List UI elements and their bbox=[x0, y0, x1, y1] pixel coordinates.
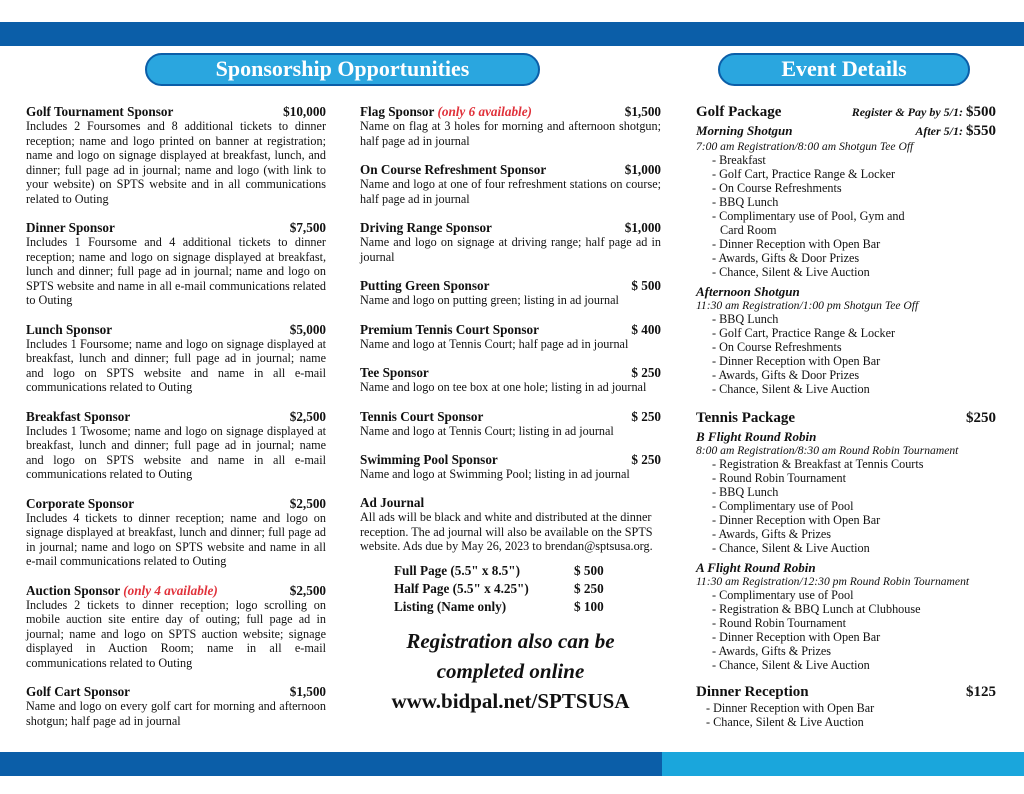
sponsor-title: Golf Tournament Sponsor bbox=[26, 104, 174, 119]
ad-journal-desc: All ads will be black and white and distributed at the dinner reception. The ad journal will also be available on the SPTS website. Ads due by May 26, 2023 to brendan@sptsusa.org. bbox=[360, 510, 653, 553]
dinner-reception-title: Dinner Reception bbox=[696, 684, 809, 700]
register-price: $500 bbox=[966, 104, 996, 120]
list-item: - Awards, Gifts & Prizes bbox=[712, 527, 996, 541]
list-item: - Awards, Gifts & Door Prizes bbox=[712, 251, 996, 265]
list-item: - Breakfast bbox=[712, 153, 996, 167]
b-flight-schedule: 8:00 am Registration/8:30 am Round Robin Tournament bbox=[696, 444, 959, 457]
sponsor-price: $2,500 bbox=[289, 582, 326, 598]
sponsor-item bbox=[26, 322, 326, 395]
list-item: - Golf Cart, Practice Range & Locker bbox=[712, 326, 996, 340]
after-label: After 5/1: bbox=[915, 124, 963, 138]
bottom-band-light bbox=[662, 752, 1024, 776]
sponsor-desc: Includes 4 tickets to dinner reception; name and logo on signage displayed at breakfast, lunch and dinner; full page ad in journal; name and logo on SPTS website and name in all e-mail communications related to Outing bbox=[26, 510, 326, 568]
top-band bbox=[0, 22, 1024, 46]
morning-list bbox=[696, 153, 996, 279]
sponsor-title: Tee Sponsor bbox=[360, 365, 429, 380]
a-flight-title: A Flight Round Robin bbox=[696, 560, 816, 575]
event-details-header: Event Details bbox=[718, 53, 970, 86]
list-item: - Chance, Silent & Live Auction bbox=[712, 658, 996, 672]
morning-title: Morning Shotgun bbox=[696, 123, 793, 138]
list-item: - Round Robin Tournament bbox=[712, 616, 996, 630]
a-flight-schedule: 11:30 am Registration/12:30 pm Round Robin Tournament bbox=[696, 575, 970, 588]
sponsor-item bbox=[26, 220, 326, 308]
sponsor-desc: Includes 1 Twosome; name and logo on signage displayed at breakfast, lunch and dinner; full page ad in journal; name and logo on SPTS website and name in all e-mail communications related to Outing bbox=[26, 423, 326, 481]
golf-package-title: Golf Package bbox=[696, 104, 782, 120]
sponsor-column-2 bbox=[360, 104, 661, 716]
sponsor-title: Tennis Court Sponsor bbox=[360, 408, 484, 424]
list-item: - Awards, Gifts & Prizes bbox=[712, 644, 996, 658]
registration-url[interactable]: www.bidpal.net/SPTSUSA bbox=[391, 688, 630, 713]
dinner-reception-price: $125 bbox=[966, 684, 996, 700]
list-item: - Awards, Gifts & Door Prizes bbox=[712, 368, 996, 382]
list-item: - BBQ Lunch bbox=[712, 312, 996, 326]
sponsor-item bbox=[26, 496, 326, 569]
availability-note: (only 4 available) bbox=[123, 582, 218, 598]
sponsor-price: $ 500 bbox=[631, 278, 661, 293]
list-item: - Chance, Silent & Live Auction bbox=[712, 382, 996, 396]
ad-price-table bbox=[394, 562, 661, 616]
list-item: - Dinner Reception with Open Bar bbox=[712, 630, 996, 644]
sponsor-price: $1,500 bbox=[624, 104, 661, 119]
bottom-band-dark bbox=[0, 752, 662, 776]
sponsor-item bbox=[360, 365, 661, 395]
sponsor-desc: Includes 1 Foursome and 4 additional tickets to dinner reception; name and logo on signage displayed at breakfast, lunch and dinner; full page ad in journal; name and logo on SPTS website and name in all e-mail communications related to Outing bbox=[26, 235, 326, 307]
dinner-list bbox=[696, 701, 996, 729]
sponsor-item bbox=[26, 104, 326, 206]
sponsor-item bbox=[360, 452, 661, 482]
sponsor-item bbox=[360, 409, 661, 439]
sponsor-price: $1,000 bbox=[624, 220, 661, 235]
sponsor-price: $2,500 bbox=[289, 495, 326, 511]
sponsor-price: $ 250 bbox=[631, 365, 661, 380]
sponsor-price: $ 400 bbox=[631, 321, 661, 337]
sponsor-desc: Name and logo at one of four refreshment stations on course; half page ad in journal bbox=[360, 177, 661, 206]
sponsor-item bbox=[360, 278, 661, 308]
ad-price-row bbox=[394, 562, 661, 580]
sponsor-item bbox=[26, 409, 326, 482]
sponsor-title: Auction Sponsor bbox=[26, 582, 120, 598]
tennis-package-title: Tennis Package bbox=[696, 410, 796, 426]
sponsor-price: $5,000 bbox=[289, 321, 326, 337]
afternoon-list bbox=[696, 312, 996, 396]
b-flight-list bbox=[696, 457, 996, 555]
sponsor-desc: Includes 2 Foursomes and 8 additional tickets to dinner reception; name and logo printed on banner at registration; name and logo on signage displayed at breakfast, lunch, and dinner; full page ad in journal; name and logo (with link to your website) on SPTS website and in all communications related to Outing bbox=[26, 119, 326, 206]
sponsor-item bbox=[360, 220, 661, 264]
sponsor-title: Lunch Sponsor bbox=[26, 321, 113, 337]
b-flight-title: B Flight Round Robin bbox=[696, 429, 817, 444]
sponsor-desc: Name and logo at Tennis Court; half page ad in journal bbox=[360, 336, 629, 351]
promo-line-2: completed online bbox=[436, 658, 585, 683]
sponsor-title: On Course Refreshment Sponsor bbox=[360, 162, 547, 177]
list-item: - Round Robin Tournament bbox=[712, 471, 996, 485]
tennis-package-header bbox=[696, 410, 996, 427]
afternoon-schedule: 11:30 am Registration/1:00 pm Shotgun Tee Off bbox=[696, 299, 919, 312]
sponsor-desc: Name on flag at 3 holes for morning and afternoon shotgun; half page ad in journal bbox=[360, 119, 661, 148]
sponsor-item bbox=[360, 162, 661, 206]
dinner-reception-header bbox=[696, 684, 996, 701]
list-item: - BBQ Lunch bbox=[712, 195, 996, 209]
list-item: - Chance, Silent & Live Auction bbox=[706, 715, 996, 729]
sponsor-desc: Name and logo at Swimming Pool; listing in ad journal bbox=[360, 467, 630, 481]
ad-journal-section bbox=[360, 496, 661, 616]
sponsor-title: Dinner Sponsor bbox=[26, 220, 115, 235]
sponsor-desc: Name and logo on signage at driving range; half page ad in journal bbox=[360, 235, 661, 264]
a-flight-list bbox=[696, 588, 996, 672]
golf-package-header bbox=[696, 104, 996, 121]
sponsor-title: Flag Sponsor bbox=[360, 104, 435, 119]
list-item: - Complimentary use of Pool bbox=[712, 499, 996, 513]
ad-price-row bbox=[394, 580, 661, 598]
list-item: - Dinner Reception with Open Bar bbox=[712, 354, 996, 368]
after-price: $550 bbox=[966, 123, 996, 139]
sponsor-desc: Name and logo on putting green; listing in ad journal bbox=[360, 293, 619, 307]
sponsor-title: Corporate Sponsor bbox=[26, 495, 135, 511]
sponsor-desc: Name and logo at Tennis Court; listing in ad journal bbox=[360, 423, 614, 438]
sponsor-desc: Name and logo on tee box at one hole; listing in ad journal bbox=[360, 380, 647, 394]
sponsorship-header: Sponsorship Opportunities bbox=[145, 53, 540, 86]
list-item: - Registration & BBQ Lunch at Clubhouse bbox=[712, 602, 996, 616]
sponsor-title: Putting Green Sponsor bbox=[360, 278, 490, 293]
ad-price-row bbox=[394, 598, 661, 616]
sponsor-column-1 bbox=[26, 104, 326, 742]
sponsor-item bbox=[360, 322, 661, 352]
sponsor-title: Premium Tennis Court Sponsor bbox=[360, 321, 539, 337]
list-item: - BBQ Lunch bbox=[712, 485, 996, 499]
sponsor-desc: Includes 1 Foursome; name and logo on signage displayed at breakfast, lunch and dinner; full page ad in journal; name and logo on SPTS website and name in all e-mail communications related to Outing bbox=[26, 336, 326, 394]
sponsor-price: $ 250 bbox=[631, 452, 661, 467]
list-item: - Golf Cart, Practice Range & Locker bbox=[712, 167, 996, 181]
sponsor-item bbox=[360, 104, 661, 148]
sponsor-price: $1,500 bbox=[289, 684, 326, 699]
ad-size-label: Listing (Name only) bbox=[394, 598, 507, 614]
list-item: - Chance, Silent & Live Auction bbox=[712, 265, 996, 279]
afternoon-title: Afternoon Shotgun bbox=[696, 284, 800, 299]
sponsor-price: $1,000 bbox=[624, 162, 661, 177]
list-item: - Dinner Reception with Open Bar bbox=[712, 513, 996, 527]
event-details-column bbox=[696, 104, 996, 729]
sponsor-desc: Includes 2 tickets to dinner reception; logo scrolling on mobile auction site entire day of outing; full page ad in journal; name and logo on SPTS auction website; signage displayed in Auction Room; name in all e-mail communications related to Outing bbox=[26, 597, 326, 670]
ad-price: $ 500 bbox=[574, 562, 604, 578]
ad-price: $ 250 bbox=[574, 580, 604, 596]
sponsor-title: Driving Range Sponsor bbox=[360, 220, 492, 235]
ad-size-label: Full Page (5.5" x 8.5") bbox=[394, 562, 520, 578]
list-item: - On Course Refreshments bbox=[712, 181, 996, 195]
list-item: Card Room bbox=[720, 223, 777, 237]
sponsor-price: $ 250 bbox=[631, 408, 661, 424]
morning-schedule: 7:00 am Registration/8:00 am Shotgun Tee Off bbox=[696, 140, 914, 153]
sponsor-price: $7,500 bbox=[289, 220, 326, 235]
ad-price: $ 100 bbox=[574, 598, 604, 614]
morning-header bbox=[696, 123, 996, 140]
sponsor-title: Breakfast Sponsor bbox=[26, 408, 131, 424]
registration-promo bbox=[360, 626, 661, 716]
availability-note: (only 6 available) bbox=[437, 104, 532, 119]
list-item: - Complimentary use of Pool, Gym and bbox=[712, 209, 996, 223]
list-item: - Registration & Breakfast at Tennis Courts bbox=[712, 457, 996, 471]
sponsor-item bbox=[26, 583, 326, 671]
sponsor-title: Swimming Pool Sponsor bbox=[360, 452, 498, 467]
ad-size-label: Half Page (5.5" x 4.25") bbox=[394, 580, 529, 596]
sponsor-price: $2,500 bbox=[289, 408, 326, 424]
sponsor-desc: Name and logo on every golf cart for morning and afternoon shotgun; half page ad in journal bbox=[26, 699, 326, 728]
list-item: - On Course Refreshments bbox=[712, 340, 996, 354]
list-item: - Complimentary use of Pool bbox=[712, 588, 996, 602]
list-item: - Chance, Silent & Live Auction bbox=[712, 541, 996, 555]
tennis-package-price: $250 bbox=[966, 410, 996, 426]
list-item: - Dinner Reception with Open Bar bbox=[706, 701, 996, 715]
sponsor-item bbox=[26, 684, 326, 728]
register-label: Register & Pay by 5/1: bbox=[851, 105, 963, 119]
sponsor-title: Golf Cart Sponsor bbox=[26, 684, 131, 699]
sponsor-price: $10,000 bbox=[283, 104, 326, 119]
promo-line-1: Registration also can be bbox=[406, 628, 615, 653]
list-item: - Dinner Reception with Open Bar bbox=[712, 237, 996, 251]
ad-journal-title: Ad Journal bbox=[360, 494, 425, 510]
